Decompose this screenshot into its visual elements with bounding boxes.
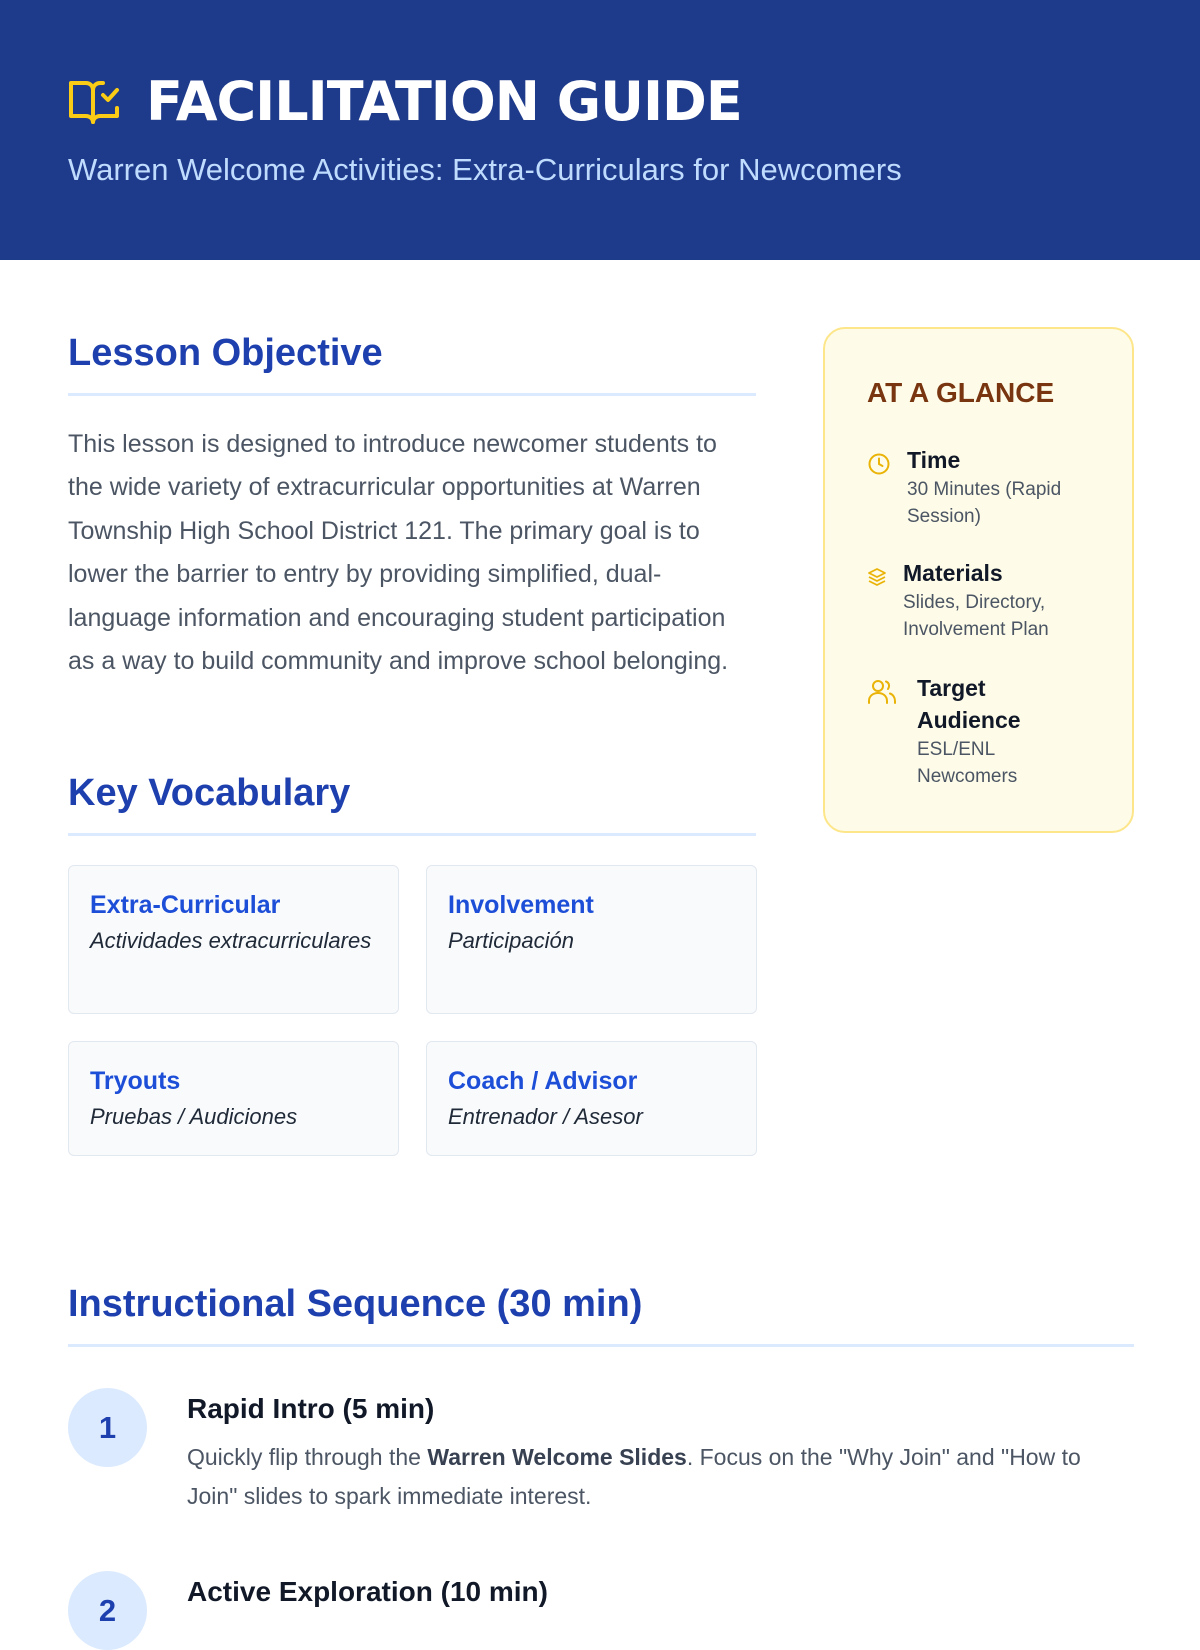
glance-label: Materials: [903, 560, 1003, 586]
glance-value: ESL/ENL Newcomers: [917, 739, 1018, 787]
book-check-icon: [68, 78, 120, 126]
vocab-term: Involvement: [448, 891, 594, 919]
vocab-card: [68, 865, 399, 1014]
page-title: FACILITATION GUIDE: [146, 70, 742, 133]
glance-label: Target Audience: [917, 675, 1021, 733]
step-desc-text: . Focus on the "Why Join" and "How to Join" slides to spark immediate interest.: [187, 1444, 1081, 1509]
header-title-row: [68, 70, 742, 134]
clock-icon: [867, 452, 891, 476]
page-subtitle: Warren Welcome Activities: Extra-Curriculars for Newcomers: [68, 152, 902, 187]
vocab-card: [426, 865, 757, 1014]
objective-text: This lesson is designed to introduce newcomer students to the wide variety of extracurricular opportunities at Warren Township High School District 121. The primary goal is to lower the barrier to entry by providing simplified, dual-language information and encouraging student participation as a way to build community and improve school belonging.: [68, 430, 729, 676]
vocab-translation: Participación: [448, 928, 574, 953]
step-description: [187, 1438, 1137, 1516]
users-icon: [867, 678, 897, 706]
vocab-term: Extra-Curricular: [90, 891, 281, 919]
vocab-card: [426, 1041, 757, 1156]
at-a-glance-panel: [823, 327, 1134, 833]
glance-item-audience: [867, 672, 1107, 790]
objective-divider: [68, 393, 756, 396]
page-header: [0, 0, 1200, 260]
glance-label: Time: [907, 447, 961, 473]
layers-icon: [867, 567, 887, 589]
glance-value: Slides, Directory, Involvement Plan: [903, 592, 1049, 640]
vocab-translation: Entrenador / Asesor: [448, 1104, 643, 1129]
sequence-heading: Instructional Sequence (30 min): [68, 1283, 643, 1325]
step-title: Rapid Intro (5 min): [187, 1393, 435, 1424]
objective-heading: Lesson Objective: [68, 332, 383, 374]
vocabulary-divider: [68, 833, 756, 836]
glance-title: AT A GLANCE: [867, 377, 1055, 408]
step-title: Active Exploration (10 min): [187, 1576, 548, 1607]
vocab-term: Coach / Advisor: [448, 1067, 638, 1095]
vocab-card: [68, 1041, 399, 1156]
glance-item-materials: [867, 557, 1107, 643]
step-desc-bold: Warren Welcome Slides: [427, 1444, 687, 1470]
vocab-term: Tryouts: [90, 1067, 181, 1095]
vocabulary-heading: Key Vocabulary: [68, 772, 351, 814]
step-number: 2: [68, 1571, 147, 1650]
glance-value: 30 Minutes (Rapid Session): [907, 479, 1062, 527]
glance-item-time: [867, 444, 1107, 530]
step-number: 1: [68, 1388, 147, 1467]
vocab-translation: Pruebas / Audiciones: [90, 1104, 298, 1129]
vocab-translation: Actividades extracurriculares: [90, 928, 372, 953]
step-desc-text: Quickly flip through the: [187, 1444, 428, 1470]
sequence-divider: [68, 1344, 1134, 1347]
